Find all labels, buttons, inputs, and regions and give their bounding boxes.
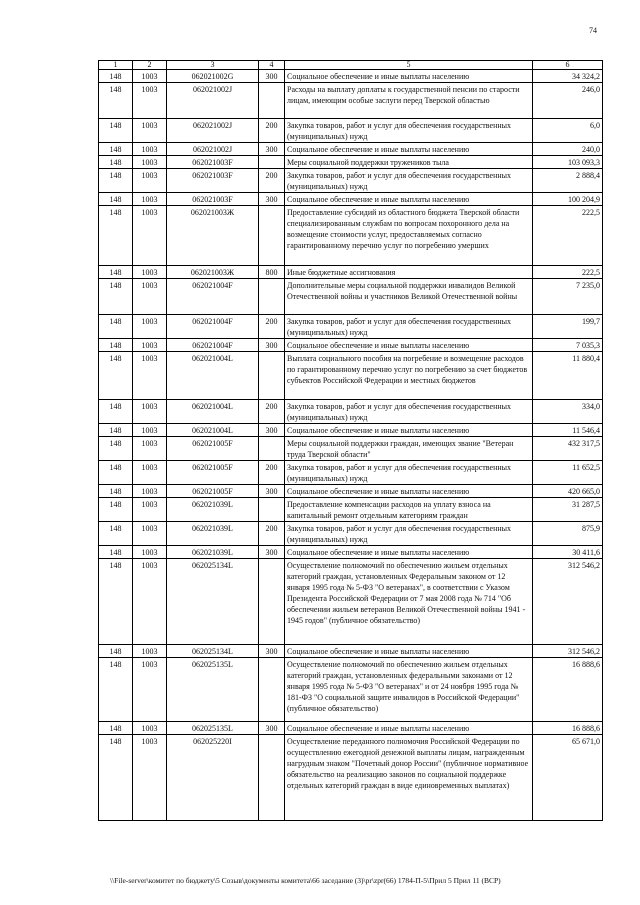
expense-type-cell: 300 [259,485,285,498]
expense-type-cell: 200 [259,315,285,339]
amount-cell: 34 324,2 [533,70,603,83]
expense-type-cell [259,559,285,645]
table-row [99,437,603,461]
table-row [99,735,603,821]
description-cell: Осуществление полномочий по обеспечению жильем отдельных категорий граждан, установленных федеральными законами от 12 января 1995 года № 5-ФЗ "О ветеранах" и от 24 ноября 1995 года № 181-ФЗ "О социальной защите инвалидов в Российской Федерации" (публичное обязательство) [285,658,533,722]
table-row [99,83,603,119]
expense-type-cell: 300 [259,339,285,352]
section-code-cell: 1003 [133,119,167,143]
table-row [99,193,603,206]
amount-cell: 420 665,0 [533,485,603,498]
section-code-cell: 1003 [133,206,167,266]
admin-code-cell: 148 [99,143,133,156]
target-article-cell: 062021004F [167,339,259,352]
section-code-cell: 1003 [133,169,167,193]
header-cell: 1 [99,61,133,70]
description-cell: Социальное обеспечение и иные выплаты населению [285,193,533,206]
expense-type-cell [259,83,285,119]
page-number: 74 [589,26,597,35]
target-article-cell: 062025135L [167,658,259,722]
amount-cell: 199,7 [533,315,603,339]
table-row [99,279,603,315]
section-code-cell: 1003 [133,645,167,658]
description-cell: Социальное обеспечение и иные выплаты населению [285,485,533,498]
section-code-cell: 1003 [133,522,167,546]
description-cell: Социальное обеспечение и иные выплаты населению [285,143,533,156]
admin-code-cell: 148 [99,437,133,461]
description-cell: Меры социальной поддержки граждан, имеющих звание "Ветеран труда Тверской области" [285,437,533,461]
section-code-cell: 1003 [133,70,167,83]
table-row [99,461,603,485]
description-cell: Социальное обеспечение и иные выплаты населению [285,70,533,83]
table-body [99,70,603,821]
description-cell: Социальное обеспечение и иные выплаты населению [285,339,533,352]
description-cell: Закупка товаров, работ и услуг для обеспечения государственных (муниципальных) нужд [285,169,533,193]
amount-cell: 222,5 [533,206,603,266]
admin-code-cell: 148 [99,352,133,400]
amount-cell: 312 546,2 [533,559,603,645]
header-cell: 5 [285,61,533,70]
description-cell: Закупка товаров, работ и услуг для обеспечения государственных (муниципальных) нужд [285,315,533,339]
table-row [99,485,603,498]
amount-cell: 334,0 [533,400,603,424]
expense-type-cell: 200 [259,119,285,143]
description-cell: Дополнительные меры социальной поддержки инвалидов Великой Отечественной войны и участников Великой Отечественной войны [285,279,533,315]
section-code-cell: 1003 [133,485,167,498]
expense-type-cell [259,279,285,315]
target-article-cell: 062021039L [167,498,259,522]
expense-type-cell: 300 [259,722,285,735]
expense-type-cell: 300 [259,70,285,83]
admin-code-cell: 148 [99,266,133,279]
target-article-cell: 062025134L [167,645,259,658]
table-row [99,498,603,522]
admin-code-cell: 148 [99,169,133,193]
amount-cell: 11 652,5 [533,461,603,485]
expense-type-cell: 200 [259,400,285,424]
amount-cell: 103 093,3 [533,156,603,169]
table-row [99,143,603,156]
table-row [99,424,603,437]
table-header-row [99,61,603,70]
amount-cell: 875,9 [533,522,603,546]
section-code-cell: 1003 [133,193,167,206]
target-article-cell: 062025135L [167,722,259,735]
admin-code-cell: 148 [99,339,133,352]
section-code-cell: 1003 [133,279,167,315]
admin-code-cell: 148 [99,546,133,559]
admin-code-cell: 148 [99,658,133,722]
section-code-cell: 1003 [133,658,167,722]
target-article-cell: 062021002G [167,70,259,83]
expense-type-cell: 300 [259,143,285,156]
target-article-cell: 062021039L [167,546,259,559]
expense-type-cell [259,437,285,461]
expense-type-cell [259,156,285,169]
admin-code-cell: 148 [99,193,133,206]
expense-type-cell: 300 [259,424,285,437]
description-cell: Закупка товаров, работ и услуг для обеспечения государственных (муниципальных) нужд [285,522,533,546]
section-code-cell: 1003 [133,266,167,279]
section-code-cell: 1003 [133,546,167,559]
table-row [99,722,603,735]
table-row [99,119,603,143]
admin-code-cell: 148 [99,485,133,498]
section-code-cell: 1003 [133,339,167,352]
table-row [99,352,603,400]
amount-cell: 240,0 [533,143,603,156]
admin-code-cell: 148 [99,645,133,658]
description-cell: Иные бюджетные ассигнования [285,266,533,279]
admin-code-cell: 148 [99,156,133,169]
table-row [99,339,603,352]
table-row [99,70,603,83]
admin-code-cell: 148 [99,400,133,424]
expense-type-cell: 300 [259,193,285,206]
admin-code-cell: 148 [99,461,133,485]
expense-type-cell [259,352,285,400]
expense-type-cell: 300 [259,645,285,658]
description-cell: Предоставление компенсации расходов на уплату взноса на капитальный ремонт отдельным категориям граждан [285,498,533,522]
admin-code-cell: 148 [99,559,133,645]
expense-type-cell [259,498,285,522]
table-row [99,169,603,193]
expense-type-cell: 300 [259,546,285,559]
expense-type-cell: 200 [259,169,285,193]
description-cell: Меры социальной поддержки тружеников тыла [285,156,533,169]
amount-cell: 11 880,4 [533,352,603,400]
section-code-cell: 1003 [133,437,167,461]
description-cell: Закупка товаров, работ и услуг для обеспечения государственных (муниципальных) нужд [285,400,533,424]
target-article-cell: 062021003F [167,156,259,169]
admin-code-cell: 148 [99,279,133,315]
amount-cell: 432 317,5 [533,437,603,461]
description-cell: Осуществление переданного полномочия Российской Федерации по осуществлению ежегодной денежной выплаты лицам, награжденным нагрудным знаком "Почетный донор России" (публичное нормативное обязательство на реализацию законов по социальной поддержке отдельных категорий граждан в виде единовременных выплатах) [285,735,533,821]
expense-type-cell: 800 [259,266,285,279]
section-code-cell: 1003 [133,352,167,400]
section-code-cell: 1003 [133,156,167,169]
header-cell: 3 [167,61,259,70]
amount-cell: 16 888,6 [533,722,603,735]
target-article-cell: 062021005F [167,485,259,498]
table-row [99,206,603,266]
header-cell: 2 [133,61,167,70]
expense-type-cell: 200 [259,461,285,485]
admin-code-cell: 148 [99,70,133,83]
target-article-cell: 062021002J [167,119,259,143]
amount-cell: 6,0 [533,119,603,143]
description-cell: Социальное обеспечение и иные выплаты населению [285,546,533,559]
table-row [99,559,603,645]
admin-code-cell: 148 [99,424,133,437]
target-article-cell: 062021004F [167,279,259,315]
target-article-cell: 062021004L [167,424,259,437]
target-article-cell: 062021003Ж [167,266,259,279]
amount-cell: 312 546,2 [533,645,603,658]
table-row [99,522,603,546]
admin-code-cell: 148 [99,206,133,266]
description-cell: Осуществление полномочий по обеспечению жильем отдельных категорий граждан, установленных Федеральным законом от 12 января 1995 года № 5-ФЗ "О ветеранах", в соответствии с Указом Президента Российской Федерации от 7 мая 2008 года № 714 "Об обеспечении жильем ветеранов Великой Отечественной войны 1941 - 1945 годов" (публичное обязательство) [285,559,533,645]
target-article-cell: 062021004L [167,400,259,424]
table-row [99,658,603,722]
description-cell: Социальное обеспечение и иные выплаты населению [285,645,533,658]
target-article-cell: 062021003Ж [167,206,259,266]
section-code-cell: 1003 [133,400,167,424]
admin-code-cell: 148 [99,83,133,119]
target-article-cell: 062021003F [167,169,259,193]
section-code-cell: 1003 [133,461,167,485]
amount-cell: 7 235,0 [533,279,603,315]
target-article-cell: 062025134L [167,559,259,645]
description-cell: Социальное обеспечение и иные выплаты населению [285,424,533,437]
expense-type-cell: 200 [259,522,285,546]
amount-cell: 30 411,6 [533,546,603,559]
amount-cell: 246,0 [533,83,603,119]
section-code-cell: 1003 [133,143,167,156]
section-code-cell: 1003 [133,735,167,821]
admin-code-cell: 148 [99,522,133,546]
table-row [99,315,603,339]
target-article-cell: 062025220I [167,735,259,821]
description-cell: Социальное обеспечение и иные выплаты населению [285,722,533,735]
expense-type-cell [259,658,285,722]
admin-code-cell: 148 [99,498,133,522]
table-row [99,156,603,169]
target-article-cell: 062021002J [167,143,259,156]
target-article-cell: 062021004F [167,315,259,339]
target-article-cell: 062021039L [167,522,259,546]
budget-table [98,60,603,821]
table-row [99,645,603,658]
target-article-cell: 062021003F [167,193,259,206]
target-article-cell: 062021002J [167,83,259,119]
description-cell: Предоставление субсидий из областного бюджета Тверской области специализированным службам по вопросам похоронного дела на возмещение стоимости услуг, предоставляемых согласно гарантированному перечню услуг по погребению умерших [285,206,533,266]
expense-type-cell [259,735,285,821]
target-article-cell: 062021005F [167,461,259,485]
description-cell: Расходы на выплату доплаты к государственной пенсии по старости лицам, имеющим особые заслуги перед Тверской областью [285,83,533,119]
amount-cell: 100 204,9 [533,193,603,206]
section-code-cell: 1003 [133,722,167,735]
admin-code-cell: 148 [99,315,133,339]
section-code-cell: 1003 [133,559,167,645]
header-cell: 6 [533,61,603,70]
admin-code-cell: 148 [99,735,133,821]
section-code-cell: 1003 [133,424,167,437]
description-cell: Закупка товаров, работ и услуг для обеспечения государственных (муниципальных) нужд [285,119,533,143]
section-code-cell: 1003 [133,83,167,119]
amount-cell: 11 546,4 [533,424,603,437]
target-article-cell: 062021005F [167,437,259,461]
admin-code-cell: 148 [99,119,133,143]
amount-cell: 7 035,3 [533,339,603,352]
description-cell: Закупка товаров, работ и услуг для обеспечения государственных (муниципальных) нужд [285,461,533,485]
amount-cell: 16 888,6 [533,658,603,722]
table-row [99,400,603,424]
description-cell: Выплата социального пособия на погребение и возмещение расходов по гарантированному перечню услуг по погребению за счет бюджетов субъектов Российской Федерации и местных бюджетов [285,352,533,400]
target-article-cell: 062021004L [167,352,259,400]
header-cell: 4 [259,61,285,70]
amount-cell: 2 888,4 [533,169,603,193]
table-row [99,266,603,279]
expense-type-cell [259,206,285,266]
section-code-cell: 1003 [133,315,167,339]
amount-cell: 31 287,5 [533,498,603,522]
admin-code-cell: 148 [99,722,133,735]
footer-file-path: \\File-server\комитет по бюджету\5 Созыв\документы комитета\66 заседание (3)\pr\zpr(66) 1784-П-5\Прил 5 Прил 11 (ВСР) [110,876,501,885]
section-code-cell: 1003 [133,498,167,522]
amount-cell: 222,5 [533,266,603,279]
amount-cell: 65 671,0 [533,735,603,821]
table-row [99,546,603,559]
